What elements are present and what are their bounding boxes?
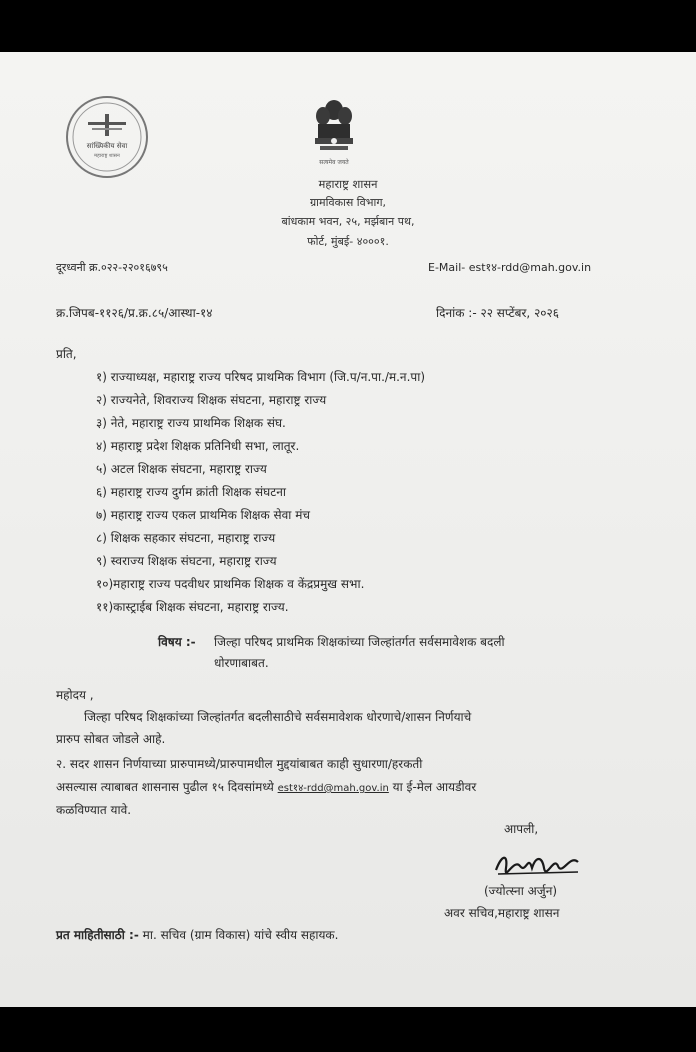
signature-image [492, 848, 584, 880]
recipient-item: ६) महाराष्ट्र राज्य दुर्गम क्रांती शिक्षक संघटना [96, 485, 287, 499]
paragraph-2-line-1: २. सदर शासन निर्णयाच्या प्रारुपामध्ये/प्रारुपामधील मुद्दयांबाबत काही सुधारणा/हरकती [56, 757, 423, 771]
paragraph-2-line-3: कळविण्यात यावे. [56, 803, 132, 817]
letter-page [0, 52, 696, 1007]
paragraph-2-line-2: असल्यास त्याबाबत शासनास पुढील १५ दिवसांमध्ये est१४-rdd@mah.gov.in या ई-मेल आयडीवर [56, 780, 477, 794]
salutation: महोदय , [56, 688, 94, 702]
address-line-1: बांधकाम भवन, २५, मर्झबान पथ, [281, 215, 415, 228]
logo-subtext: महाराष्ट्र शासन [94, 153, 120, 159]
email-address: E-Mail- est१४-rdd@mah.gov.in [428, 261, 592, 274]
recipient-item: ११)कास्ट्राईब शिक्षक संघटना, महाराष्ट्र राज्य. [96, 600, 289, 614]
letter-date: दिनांक :- २२ सप्टेंबर, २०२६ [436, 306, 560, 320]
recipient-item: ८) शिक्षक सहकार संघटना, महाराष्ट्र राज्य [96, 531, 276, 545]
office-name: महाराष्ट्र शासन [318, 177, 378, 191]
paragraph-1-line-2: प्रारुप सोबत जोडले आहे. [56, 732, 166, 746]
subject-label: विषय :- [158, 635, 196, 649]
recipient-item: १) राज्याध्यक्ष, महाराष्ट्र राज्य परिषद प्राथमिक विभाग (जि.प/न.पा./म.न.पा) [96, 370, 426, 384]
address-line-2: फोर्ट, मुंबई- ४०००१. [307, 235, 389, 248]
recipient-item: ४) महाराष्ट्र प्रदेश शिक्षक प्रतिनिधी सभा, लातूर. [96, 439, 300, 453]
reference-number: क्र.जिपब-११२६/प्र.क्र.८५/आस्था-१४ [56, 306, 213, 320]
recipient-item: ५) अटल शिक्षक संघटना, महाराष्ट्र राज्य [96, 462, 267, 476]
state-emblem-icon [304, 96, 364, 174]
department-name: ग्रामविकास विभाग, [309, 196, 387, 209]
subject-line-1: जिल्हा परिषद प्राथमिक शिक्षकांच्या जिल्हांतर्गत सर्वसमावेशक बदली [214, 635, 505, 649]
closing-yours: आपली, [504, 822, 539, 836]
signatory-designation: अवर सचिव,महाराष्ट्र शासन [444, 906, 560, 920]
recipient-item: ७) महाराष्ट्र राज्य एकल प्राथमिक शिक्षक सेवा मंच [96, 508, 311, 522]
subject-line-2: धोरणाबाबत. [214, 656, 269, 670]
paragraph-1-line-1: जिल्हा परिषद शिक्षकांच्या जिल्हांतर्गत बदलीसाठीचे सर्वसमावेशक धोरणाचे/शासन निर्णयाचे [84, 710, 472, 724]
svg-text:सत्यमेव जयते: सत्यमेव जयते [319, 159, 349, 166]
recipient-item: २) राज्यनेते, शिवराज्य शिक्षक संघटना, महाराष्ट्र राज्य [96, 393, 327, 407]
statistical-service-logo [62, 92, 152, 182]
signatory-name: (ज्योत्स्ना अर्जुन) [484, 884, 558, 898]
recipient-item: ९) स्वराज्य शिक्षक संघटना, महाराष्ट्र राज्य [96, 554, 277, 568]
inline-email: est१४-rdd@mah.gov.in [277, 783, 389, 794]
copy-for-information: प्रत माहितीसाठी :- मा. सचिव (ग्राम विकास) यांचे स्वीय सहायक. [56, 928, 339, 942]
phone-number: दूरध्वनी क्र.०२२-२२०१६७९५ [56, 261, 168, 274]
logo-text: सांख्यिकीय सेवा [86, 142, 128, 150]
recipient-item: १०)महाराष्ट्र राज्य पदवीधर प्राथमिक शिक्षक व केंद्रप्रमुख सभा. [96, 577, 365, 591]
recipients-label: प्रति, [56, 347, 77, 361]
recipient-item: ३) नेते, महाराष्ट्र राज्य प्राथमिक शिक्षक संघ. [96, 416, 286, 430]
